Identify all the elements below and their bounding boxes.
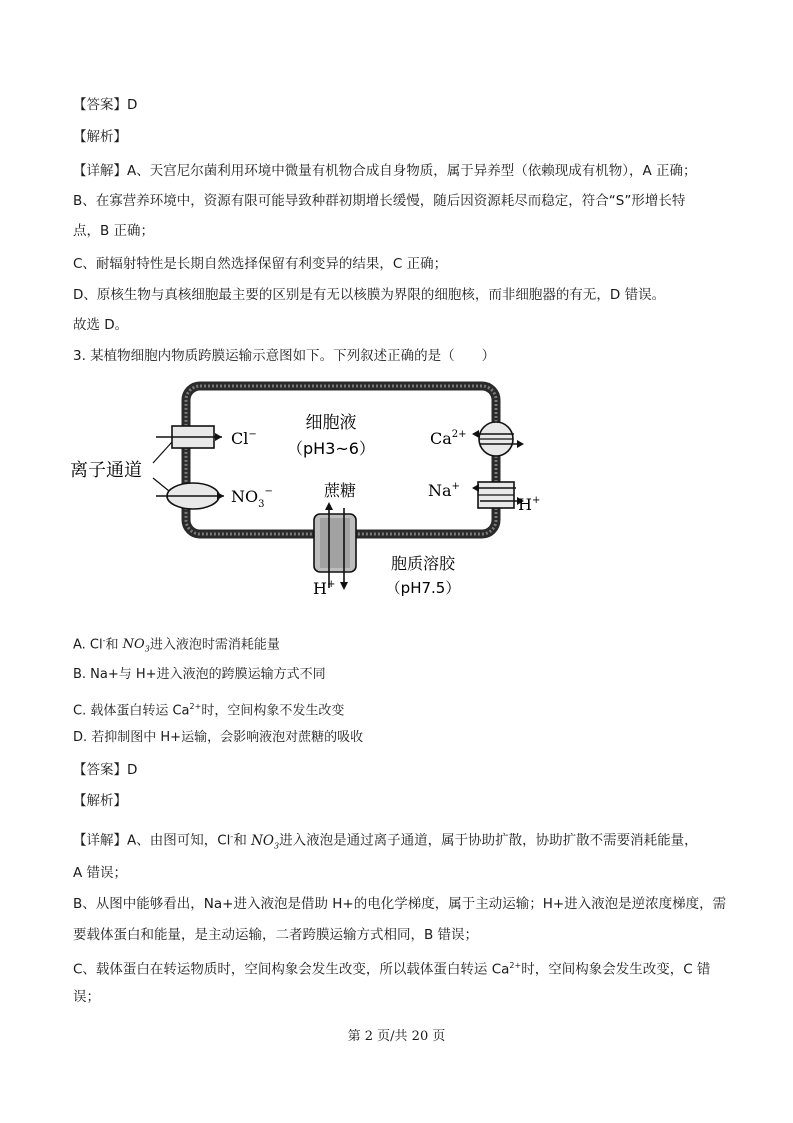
cl-channel-icon — [156, 426, 222, 448]
h-bottom-label: H+ — [313, 579, 336, 598]
detail-line-2: B、在寡营养环境中，资源有限可能导致种群初期增长缓慢，随后因资源耗尽而稳定，符合“S”形增长特 — [73, 193, 686, 209]
page-footer: 第 2 页/共 20 页 — [347, 1029, 446, 1044]
cytosol-ph: （pH7.5） — [385, 579, 461, 597]
h-sucrose-transporter-icon — [314, 502, 356, 590]
detail-line-1: 【详解】A、天宫尼尔菌利用环境中微量有机物合成自身物质，属于异养型（依赖现成有机物），A 正确； — [73, 163, 697, 179]
option-c: C. 载体蛋白转运 $Ca^{2+}$时，空间构象不发生改变 — [73, 702, 345, 719]
detail-a-wrong: A 错误； — [73, 865, 128, 881]
na-label: Na+ — [428, 481, 460, 500]
vacuole-membrane — [186, 386, 496, 534]
na-h-antiporter-icon — [472, 482, 524, 508]
detail-c-line-2: 误； — [73, 989, 100, 1005]
channel-pointer-1 — [153, 442, 172, 463]
ca-carrier-icon — [472, 422, 524, 456]
detail-line-4: C、耐辐射特性是长期自然选择保留有利变异的结果，C 正确； — [73, 256, 448, 272]
vacuole-label: 细胞液 — [305, 413, 357, 433]
h-right-label: H+ — [518, 495, 541, 514]
detail-b-line-1: B、从图中能够看出，Na+进入液泡是借助 H+的电化学梯度，属于主动运输；H+进入液泡是逆浓度梯度，需 — [73, 896, 727, 912]
detail-b-line-2: 要载体蛋白和能量，是主动运输，二者跨膜运输方式相同，B 错误； — [73, 927, 479, 943]
option-b: B. Na+与 H+进入液泡的跨膜运输方式不同 — [73, 667, 326, 682]
membrane-transport-diagram — [68, 378, 550, 604]
detail-line-3: 点，B 正确； — [73, 223, 155, 239]
ca-label: $Ca^{2+}$ — [430, 429, 467, 448]
detail-c-line-1: C、载体蛋白在转运物质时，空间构象会发生改变，所以载体蛋白转运 $Ca^{2+}$时，空间构象会发生改变，C 错 — [73, 961, 711, 978]
channel-pointer-2 — [153, 478, 169, 491]
analysis-label: 【解析】 — [73, 129, 127, 145]
no3-channel-icon — [156, 483, 224, 509]
question-stem: 3. 某植物细胞内物质跨膜运输示意图如下。下列叙述正确的是（ ） — [73, 348, 496, 364]
analysis-label-2: 【解析】 — [73, 793, 127, 809]
answer-label: 【答案】D — [73, 97, 138, 113]
ion-channel-label: 离子通道 — [70, 460, 142, 481]
conclusion-line: 故选 D。 — [73, 317, 129, 333]
detail-a-line: 【详解】A、由图可知，Cl-和 $NO_3$进入液泡是通过离子通道，属于协助扩散，协助扩散不需要消耗能量， — [73, 832, 698, 851]
option-d: D. 若抑制图中 H+运输，会影响液泡对蔗糖的吸收 — [73, 730, 364, 745]
vacuole-ph: （pH3~6） — [287, 439, 375, 458]
cl-label: Cl− — [231, 429, 257, 448]
answer-label-2: 【答案】D — [73, 762, 138, 778]
cytosol-label: 胞质溶胶 — [390, 554, 456, 573]
sucrose-label: 蔗糖 — [323, 481, 357, 500]
no3-label: $NO_3^-$ — [231, 486, 273, 510]
option-a: A. Cl-和 $NO_3$进入液泡时需消耗能量 — [73, 636, 280, 654]
detail-line-5: D、原核生物与真核细胞最主要的区别是有无以核膜为界限的细胞核，而非细胞器的有无，D 错误。 — [73, 287, 666, 303]
